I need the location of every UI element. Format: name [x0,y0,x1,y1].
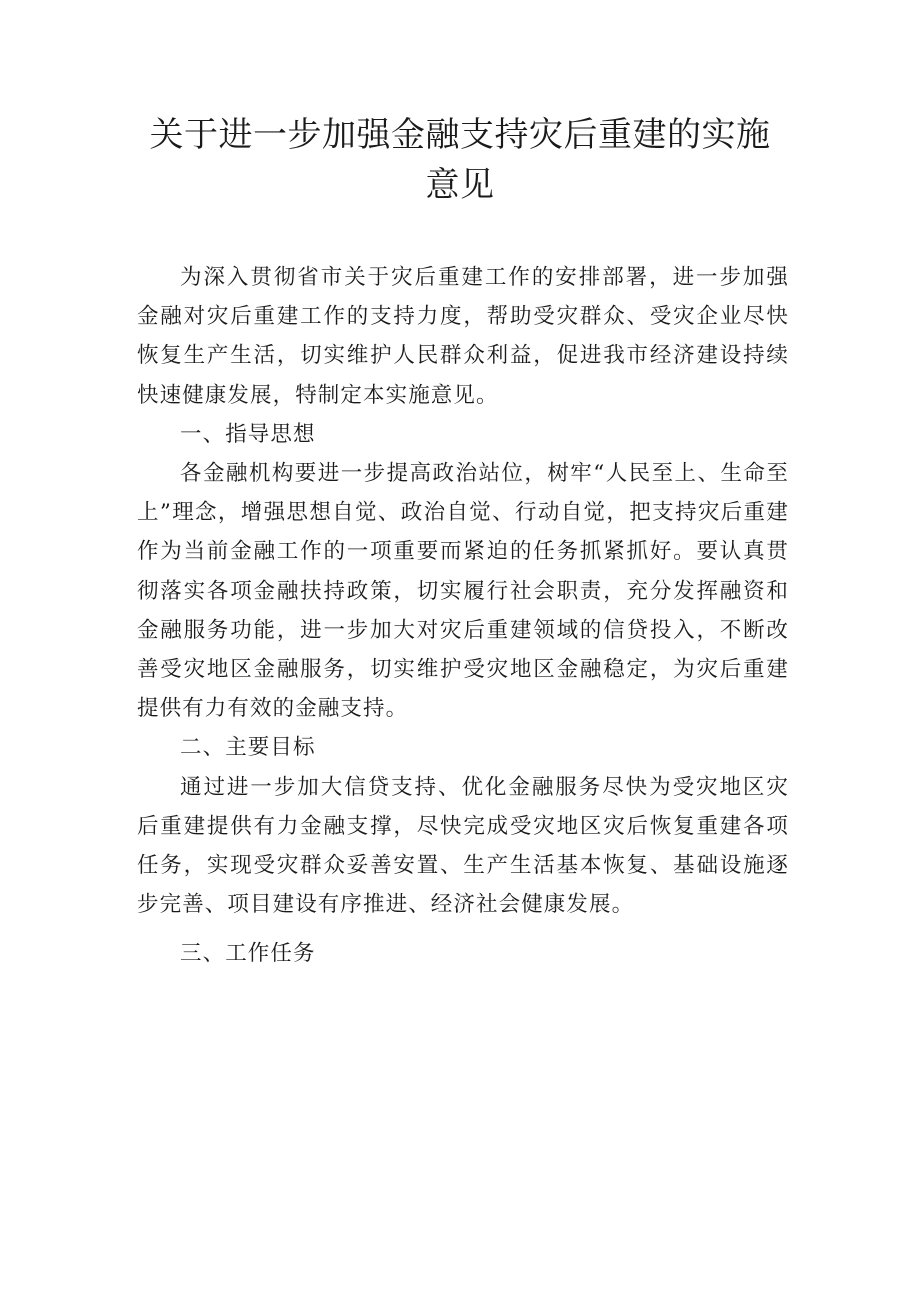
title-line-2: 意见 [425,165,495,205]
section-3-heading: 三、工作任务 [180,941,316,967]
intro-paragraph: 为深入贯彻省市关于灾后重建工作的安排部署，进一步加强金融对灾后重建工作的支持力度，帮助受灾群众、受灾企业尽快恢复生产生活，切实维护人民群众利益，促进我市经济建设持续快速健康发展，特制定本实施意见。 [137,265,789,408]
section-2-paragraph: 通过进一步加大信贷支持、优化金融服务尽快为受灾地区灾后重建提供有力金融支撑，尽快完成受灾地区灾后恢复重建各项任务，实现受灾群众妥善安置、生产生活基本恢复、基础设施逐步完善、项目建设有序推进、经济社会健康发展。 [137,774,789,918]
section-2-heading: 二、主要目标 [180,735,316,761]
document-title [120,110,800,210]
section-1-heading: 一、指导思想 [180,421,316,447]
document-body [137,258,789,974]
title-line-1: 关于进一步加强金融支持灾后重建的实施 [149,115,771,155]
section-1-paragraph: 各金融机构要进一步提高政治站位，树牢“人民至上、生命至上”理念，增强思想自觉、政治自觉、行动自觉，把支持灾后重建作为当前金融工作的一项重要而紧迫的任务抓紧抓好。要认真贯彻落实各项金融扶持政策，切实履行社会职责，充分发挥融资和金融服务功能，进一步加大对灾后重建领域的信贷投入，不断改善受灾地区金融服务，切实维护受灾地区金融稳定，为灾后重建提供有力有效的金融支持。 [137,461,789,722]
